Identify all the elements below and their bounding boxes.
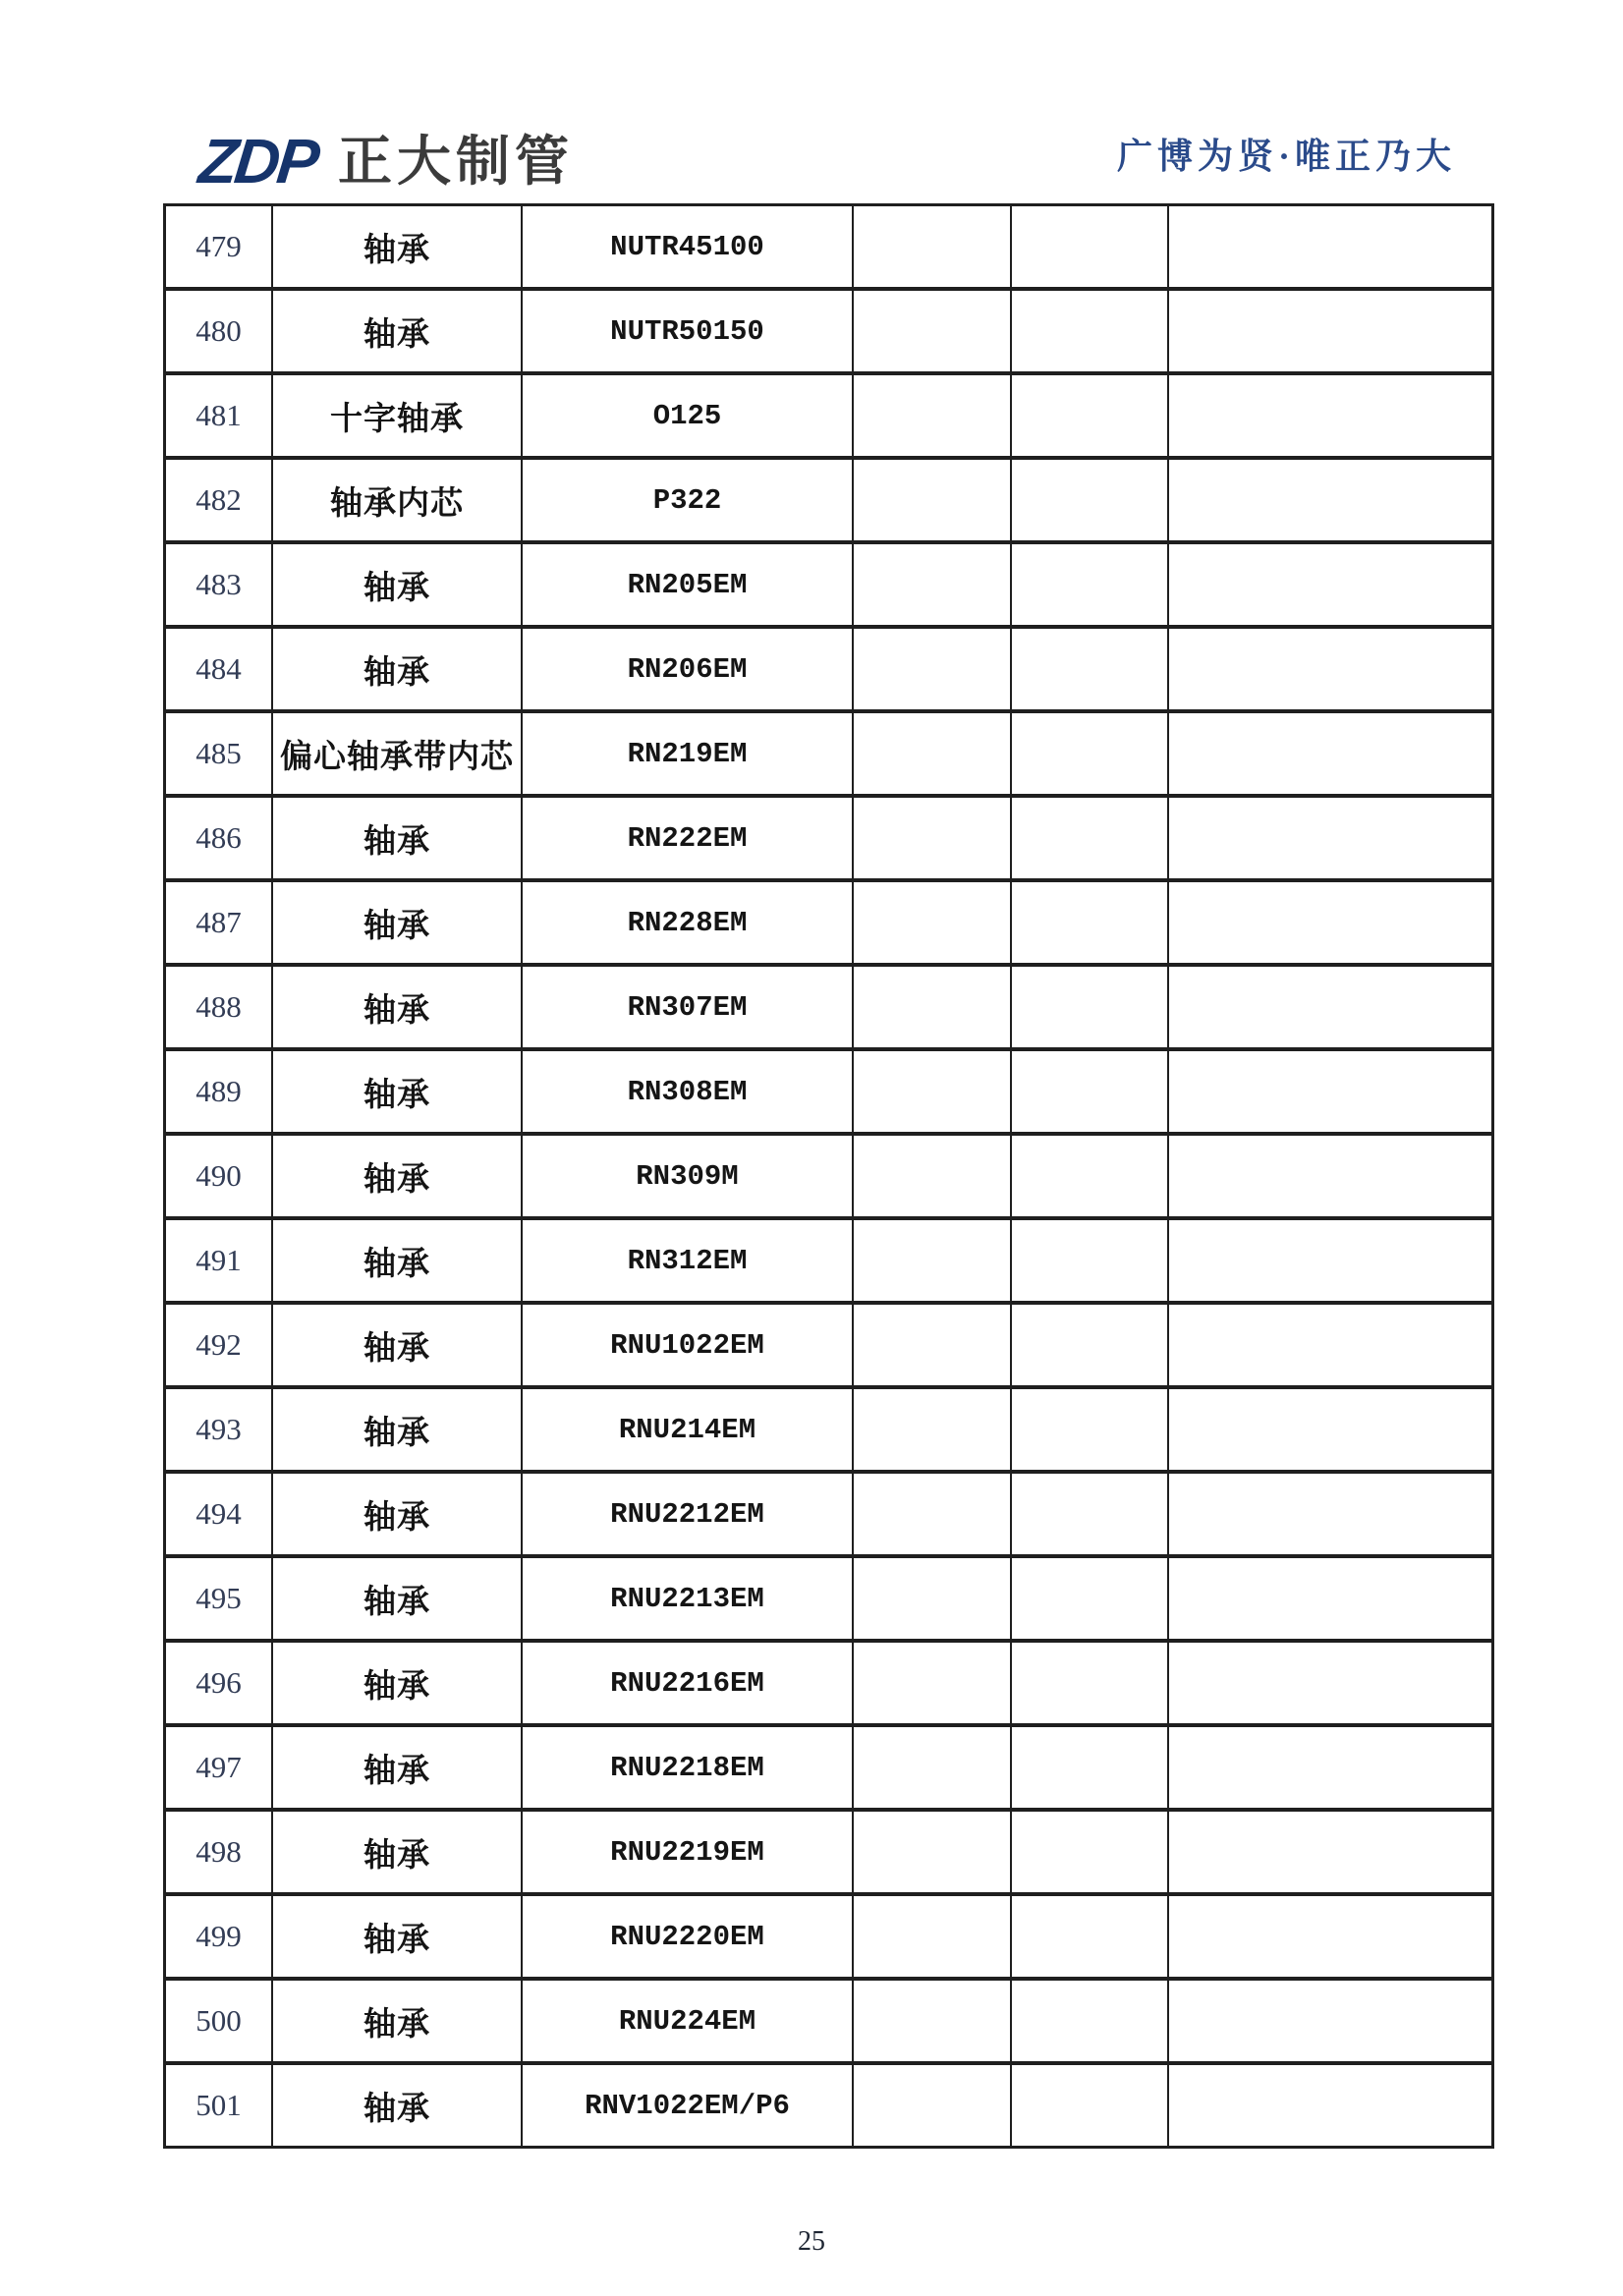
cell-model: RN222EM	[523, 798, 854, 878]
cell-empty	[854, 544, 1012, 625]
cell-name: 轴承	[273, 1981, 523, 2061]
company-slogan: 广博为贤·唯正乃大	[1116, 137, 1456, 176]
cell-empty	[854, 1981, 1012, 2061]
cell-empty	[1169, 1558, 1491, 1639]
cell-empty	[1012, 798, 1169, 878]
cell-name: 轴承	[273, 1220, 523, 1301]
cell-empty	[1012, 1474, 1169, 1554]
cell-name: 轴承	[273, 1896, 523, 1977]
cell-name: 轴承	[273, 1305, 523, 1385]
cell-empty	[854, 2065, 1012, 2146]
cell-empty	[854, 1558, 1012, 1639]
cell-model: RNU1022EM	[523, 1305, 854, 1385]
cell-number: 480	[166, 291, 273, 371]
cell-empty	[854, 1389, 1012, 1470]
cell-model: NUTR50150	[523, 291, 854, 371]
cell-model: RNU214EM	[523, 1389, 854, 1470]
cell-number: 485	[166, 713, 273, 794]
cell-name: 偏心轴承带内芯	[273, 713, 523, 794]
cell-model: NUTR45100	[523, 206, 854, 287]
cell-model: RNU2213EM	[523, 1558, 854, 1639]
cell-empty	[1012, 1643, 1169, 1723]
cell-empty	[1169, 206, 1491, 287]
table-row	[166, 206, 1491, 289]
table-row	[166, 1387, 1491, 1472]
cell-number: 489	[166, 1051, 273, 1132]
cell-empty	[1012, 2065, 1169, 2146]
cell-empty	[1012, 629, 1169, 709]
page-header	[196, 116, 575, 206]
cell-empty	[854, 1643, 1012, 1723]
cell-name: 轴承内芯	[273, 460, 523, 540]
cell-empty	[854, 1051, 1012, 1132]
cell-empty	[1169, 1474, 1491, 1554]
cell-empty	[1169, 291, 1491, 371]
cell-empty	[1169, 967, 1491, 1047]
cell-number: 482	[166, 460, 273, 540]
cell-name: 十字轴承	[273, 375, 523, 456]
table-row	[166, 1979, 1491, 2063]
cell-empty	[1169, 798, 1491, 878]
cell-name: 轴承	[273, 2065, 523, 2146]
cell-empty	[854, 460, 1012, 540]
cell-empty	[1169, 1896, 1491, 1977]
cell-empty	[1169, 1643, 1491, 1723]
table-row	[166, 880, 1491, 965]
table-row	[166, 1303, 1491, 1387]
cell-number: 495	[166, 1558, 273, 1639]
table-row	[166, 1894, 1491, 1979]
cell-empty	[1169, 2065, 1491, 2146]
cell-empty	[854, 1727, 1012, 1808]
cell-empty	[1012, 1389, 1169, 1470]
cell-number: 486	[166, 798, 273, 878]
cell-name: 轴承	[273, 798, 523, 878]
cell-empty	[1169, 1727, 1491, 1808]
cell-empty	[1012, 1558, 1169, 1639]
cell-number: 496	[166, 1643, 273, 1723]
table-row	[166, 458, 1491, 542]
cell-empty	[1012, 967, 1169, 1047]
cell-empty	[854, 1305, 1012, 1385]
table-row	[166, 542, 1491, 627]
cell-model: RN307EM	[523, 967, 854, 1047]
table-row	[166, 2063, 1491, 2146]
cell-empty	[1169, 713, 1491, 794]
cell-model: RNU2212EM	[523, 1474, 854, 1554]
cell-number: 501	[166, 2065, 273, 2146]
cell-model: O125	[523, 375, 854, 456]
cell-model: P322	[523, 460, 854, 540]
cell-name: 轴承	[273, 1051, 523, 1132]
cell-number: 492	[166, 1305, 273, 1385]
cell-number: 488	[166, 967, 273, 1047]
cell-empty	[1169, 375, 1491, 456]
cell-model: RN309M	[523, 1136, 854, 1216]
cell-number: 500	[166, 1981, 273, 2061]
cell-model: RN205EM	[523, 544, 854, 625]
table-row	[166, 1810, 1491, 1894]
cell-empty	[1012, 1812, 1169, 1892]
cell-empty	[1012, 1051, 1169, 1132]
cell-empty	[1012, 1896, 1169, 1977]
cell-number: 498	[166, 1812, 273, 1892]
cell-name: 轴承	[273, 206, 523, 287]
cell-name: 轴承	[273, 1389, 523, 1470]
cell-empty	[1169, 1389, 1491, 1470]
cell-name: 轴承	[273, 1643, 523, 1723]
table-row	[166, 965, 1491, 1049]
cell-name: 轴承	[273, 544, 523, 625]
cell-number: 487	[166, 882, 273, 963]
cell-empty	[854, 967, 1012, 1047]
page-number: 25	[798, 2226, 825, 2257]
cell-empty	[1012, 882, 1169, 963]
cell-empty	[1012, 1981, 1169, 2061]
cell-empty	[1012, 460, 1169, 540]
cell-number: 491	[166, 1220, 273, 1301]
cell-empty	[854, 1474, 1012, 1554]
cell-empty	[854, 291, 1012, 371]
cell-name: 轴承	[273, 291, 523, 371]
cell-empty	[1012, 206, 1169, 287]
cell-model: RN308EM	[523, 1051, 854, 1132]
cell-empty	[1169, 1812, 1491, 1892]
cell-name: 轴承	[273, 1727, 523, 1808]
cell-number: 483	[166, 544, 273, 625]
cell-empty	[854, 375, 1012, 456]
cell-empty	[1012, 1220, 1169, 1301]
cell-empty	[1169, 882, 1491, 963]
table-row	[166, 289, 1491, 373]
cell-number: 484	[166, 629, 273, 709]
cell-name: 轴承	[273, 882, 523, 963]
cell-empty	[1169, 1136, 1491, 1216]
table-row	[166, 711, 1491, 796]
table-row	[166, 796, 1491, 880]
cell-name: 轴承	[273, 1136, 523, 1216]
cell-model: RN312EM	[523, 1220, 854, 1301]
cell-empty	[1012, 291, 1169, 371]
cell-name: 轴承	[273, 967, 523, 1047]
cell-empty	[1169, 460, 1491, 540]
table-row	[166, 1134, 1491, 1218]
cell-empty	[1169, 629, 1491, 709]
cell-empty	[854, 798, 1012, 878]
cell-number: 490	[166, 1136, 273, 1216]
cell-empty	[1169, 1220, 1491, 1301]
cell-empty	[1012, 1136, 1169, 1216]
cell-number: 493	[166, 1389, 273, 1470]
cell-empty	[854, 206, 1012, 287]
cell-name: 轴承	[273, 1558, 523, 1639]
cell-name: 轴承	[273, 1474, 523, 1554]
parts-table	[163, 203, 1494, 2149]
cell-empty	[854, 1220, 1012, 1301]
cell-name: 轴承	[273, 1812, 523, 1892]
cell-empty	[854, 1896, 1012, 1977]
cell-empty	[854, 713, 1012, 794]
cell-empty	[1012, 375, 1169, 456]
table-row	[166, 373, 1491, 458]
table-row	[166, 1556, 1491, 1641]
cell-name: 轴承	[273, 629, 523, 709]
table-row	[166, 627, 1491, 711]
cell-model: RNU2216EM	[523, 1643, 854, 1723]
cell-empty	[1012, 1727, 1169, 1808]
cell-empty	[1012, 1305, 1169, 1385]
cell-number: 481	[166, 375, 273, 456]
cell-model: RNV1022EM/P6	[523, 2065, 854, 2146]
cell-model: RNU224EM	[523, 1981, 854, 2061]
cell-model: RNU2220EM	[523, 1896, 854, 1977]
table-row	[166, 1049, 1491, 1134]
cell-empty	[854, 1136, 1012, 1216]
cell-empty	[854, 882, 1012, 963]
cell-number: 494	[166, 1474, 273, 1554]
cell-number: 479	[166, 206, 273, 287]
table-row	[166, 1641, 1491, 1725]
cell-model: RN206EM	[523, 629, 854, 709]
cell-number: 499	[166, 1896, 273, 1977]
cell-model: RN228EM	[523, 882, 854, 963]
cell-model: RNU2218EM	[523, 1727, 854, 1808]
cell-empty	[1012, 544, 1169, 625]
table-row	[166, 1725, 1491, 1810]
cell-number: 497	[166, 1727, 273, 1808]
table-row	[166, 1218, 1491, 1303]
cell-empty	[1169, 1305, 1491, 1385]
cell-empty	[1012, 713, 1169, 794]
cell-model: RNU2219EM	[523, 1812, 854, 1892]
cell-empty	[854, 629, 1012, 709]
cell-empty	[1169, 1981, 1491, 2061]
zdp-logo: ZDP	[196, 126, 320, 196]
cell-empty	[854, 1812, 1012, 1892]
cell-empty	[1169, 1051, 1491, 1132]
cell-model: RN219EM	[523, 713, 854, 794]
company-name: 正大制管	[338, 130, 575, 192]
cell-empty	[1169, 544, 1491, 625]
table-row	[166, 1472, 1491, 1556]
